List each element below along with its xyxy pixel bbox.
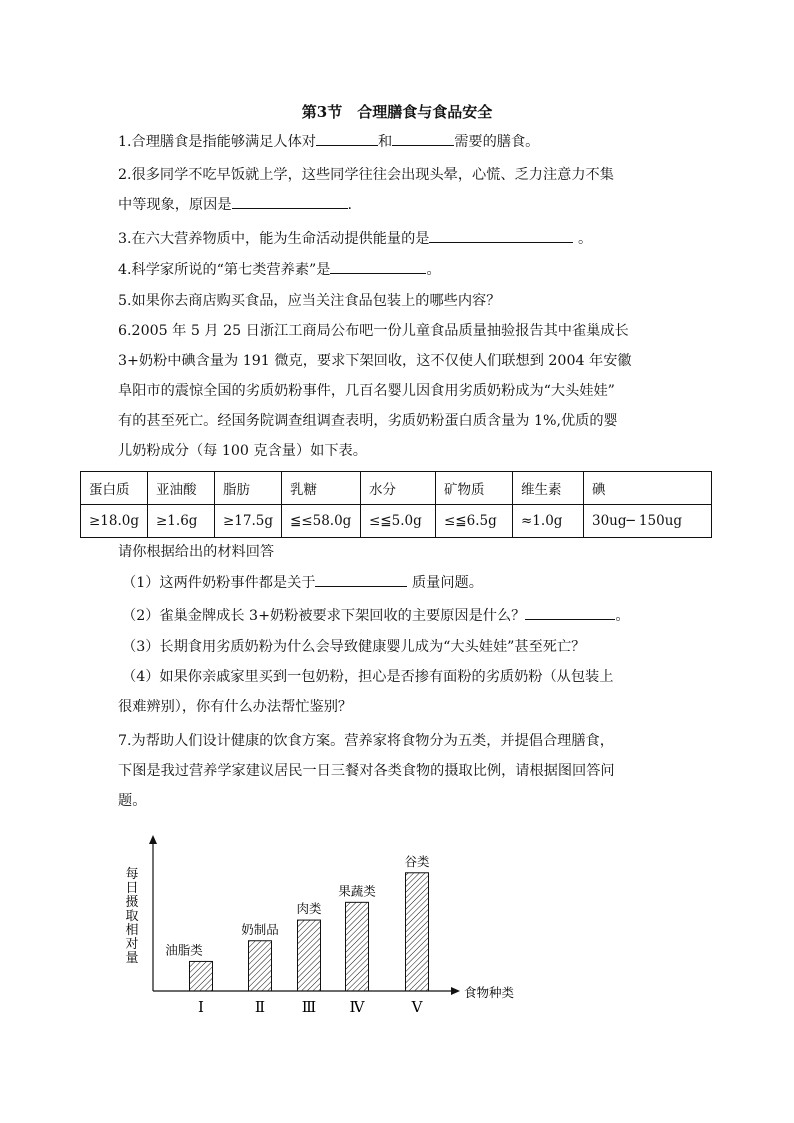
question-2: [118, 160, 678, 220]
q6-line-4: 有的甚至死亡。经国务院调查组调查表明，劣质奶粉蛋白质含量为 1%,优质的婴: [118, 413, 618, 429]
table-cell: ≈1.0g: [513, 505, 584, 538]
x-tick-label: Ⅰ: [198, 1000, 204, 1016]
x-tick-label: Ⅳ: [349, 1000, 365, 1016]
table-cell: ≥18.0g: [81, 505, 148, 538]
q7-line-3: 题。: [118, 793, 147, 809]
x-axis-arrow-icon: [451, 987, 460, 995]
food-intake-bar-chart: [100, 830, 540, 1020]
question-1: [118, 127, 678, 157]
question-4: [118, 255, 678, 285]
q7-line-2: 下图是我过营养学家建议居民一日三餐对各类食物的摄取比例，请根据图回答问: [118, 763, 615, 779]
table-cell: ≤≦5.0g: [361, 505, 436, 538]
sub1-text-post: 质量问题。: [411, 575, 483, 591]
sub4-line-2: 很难辨别），你有什么办法帮忙鉴别？: [118, 699, 353, 715]
table-header-cell: 乳糖: [282, 472, 361, 505]
sub-question-4: [118, 662, 678, 722]
table-header-row: [81, 472, 712, 505]
bar: [249, 941, 272, 991]
table-header-cell: 水分: [361, 472, 436, 505]
bar-label: 肉类: [296, 901, 322, 917]
x-tick-label: Ⅴ: [411, 1000, 423, 1016]
x-tick-label: Ⅱ: [254, 1000, 266, 1016]
bar: [406, 873, 429, 991]
question-3: [118, 224, 678, 254]
q3-text-post: 。: [578, 231, 593, 247]
table-cell: ≤≦6.5g: [436, 505, 513, 538]
bar-label: 油脂类: [165, 942, 203, 958]
table-header-cell: 维生素: [513, 472, 584, 505]
y-axis-label-char: 取: [125, 909, 139, 924]
table-header-cell: 蛋白质: [81, 472, 148, 505]
x-axis-label: 食物种类: [464, 985, 515, 1000]
q6-line-2: 3+奶粉中碘含量为 191 微克，要求下架回收，这不仅使人们联想到 2004 年安徽: [118, 353, 632, 369]
y-axis-label-char: 每: [125, 867, 139, 882]
sub-question-3: （3）长期食用劣质奶粉为什么会导致健康婴儿成为“大头娃娃”甚至死亡？: [122, 639, 586, 655]
table-header-cell: 脂肪: [215, 472, 282, 505]
bar-label: 果蔬类: [338, 883, 376, 899]
q4-blank[interactable]: [330, 257, 426, 274]
bar: [298, 920, 321, 991]
q4-text-post: 。: [426, 262, 441, 278]
section-title: 第3节 合理膳食与食品安全: [301, 103, 493, 121]
sub2-text-pre: （2）雀巢金牌成长 3+奶粉被要求下架回收的主要原因是什么？: [122, 608, 526, 624]
q7-line-1: 7.为帮助人们设计健康的饮食方案。营养家将食物分为五类，并提倡合理膳食，: [118, 733, 614, 749]
nutrition-table: [80, 471, 712, 538]
y-axis-arrow-icon: [149, 835, 157, 844]
q1-blank-1[interactable]: [316, 129, 378, 146]
q2-blank[interactable]: [232, 192, 348, 209]
q6-line-3: 阜阳市的震惊全国的劣质奶粉事件，几百名婴儿因食用劣质奶粉成为“大头娃娃”: [118, 383, 615, 399]
sub-question-2: [122, 601, 682, 631]
q6-line-5: 儿奶粉成分（每 100 克含量）如下表。: [118, 443, 367, 459]
sub1-text-pre: （1）这两件奶粉事件都是关于: [122, 575, 316, 591]
sub2-blank[interactable]: [525, 603, 615, 620]
sub1-blank[interactable]: [315, 570, 407, 587]
q2-text-pre: 中等现象，原因是: [118, 197, 232, 213]
q6-line-1: 6.2005 年 5 月 25 日浙江工商局公布吧一份儿童食品质量抽验报告其中雀巢成长: [118, 323, 629, 339]
question-6: [118, 316, 678, 466]
q4-text-pre: 4.科学家所说的“第七类营养素”是: [118, 262, 331, 278]
table-cell: ≥1.6g: [148, 505, 215, 538]
q2-line-1: 2.很多同学不吃早饭就上学，这些同学往往会出现头晕，心慌、乏力注意力不集: [118, 167, 614, 183]
table-row: [81, 505, 712, 538]
table-header-cell: 亚油酸: [148, 472, 215, 505]
table-header-cell: 矿物质: [436, 472, 513, 505]
q2-text-post: .: [347, 197, 353, 213]
bar: [346, 902, 369, 991]
q3-text-pre: 3.在六大营养物质中，能为生命活动提供能量的是: [118, 231, 430, 247]
question-7: [118, 726, 678, 816]
q1-text-mid: 和: [377, 134, 393, 150]
q1-text-pre: 1.合理膳食是指能够满足人体对: [118, 134, 316, 150]
y-axis-label-char: 摄: [125, 895, 139, 910]
sub4-line-1: （4）如果你亲戚家里买到一包奶粉，担心是否掺有面粉的劣质奶粉（从包装上: [122, 669, 614, 685]
table-header-cell: 碘: [584, 472, 712, 505]
y-axis-label-char: 量: [125, 951, 139, 966]
x-tick-label: Ⅲ: [301, 1000, 317, 1016]
q3-blank[interactable]: [429, 226, 573, 243]
table-cell: 30ug─ 150ug: [584, 505, 712, 538]
q1-blank-2[interactable]: [392, 129, 454, 146]
sub2-text-post: 。: [615, 608, 630, 624]
bar: [190, 961, 213, 991]
bar-label: 奶制品: [241, 921, 279, 937]
y-axis-label-char: 对: [125, 937, 139, 952]
sub-question-1: [122, 568, 682, 598]
question-5: 5.如果你去商店购买食品，应当关注食品包装上的哪些内容？: [118, 293, 501, 309]
after-table-text: 请你根据给出的材料回答: [118, 544, 275, 560]
y-axis-label-char: 日: [125, 881, 139, 896]
q1-text-post: 需要的膳食。: [454, 134, 540, 150]
bar-label: 谷类: [404, 853, 430, 869]
table-cell: ≥17.5g: [215, 505, 282, 538]
table-cell: ≦≤58.0g: [282, 505, 361, 538]
y-axis-label-char: 相: [125, 923, 139, 938]
